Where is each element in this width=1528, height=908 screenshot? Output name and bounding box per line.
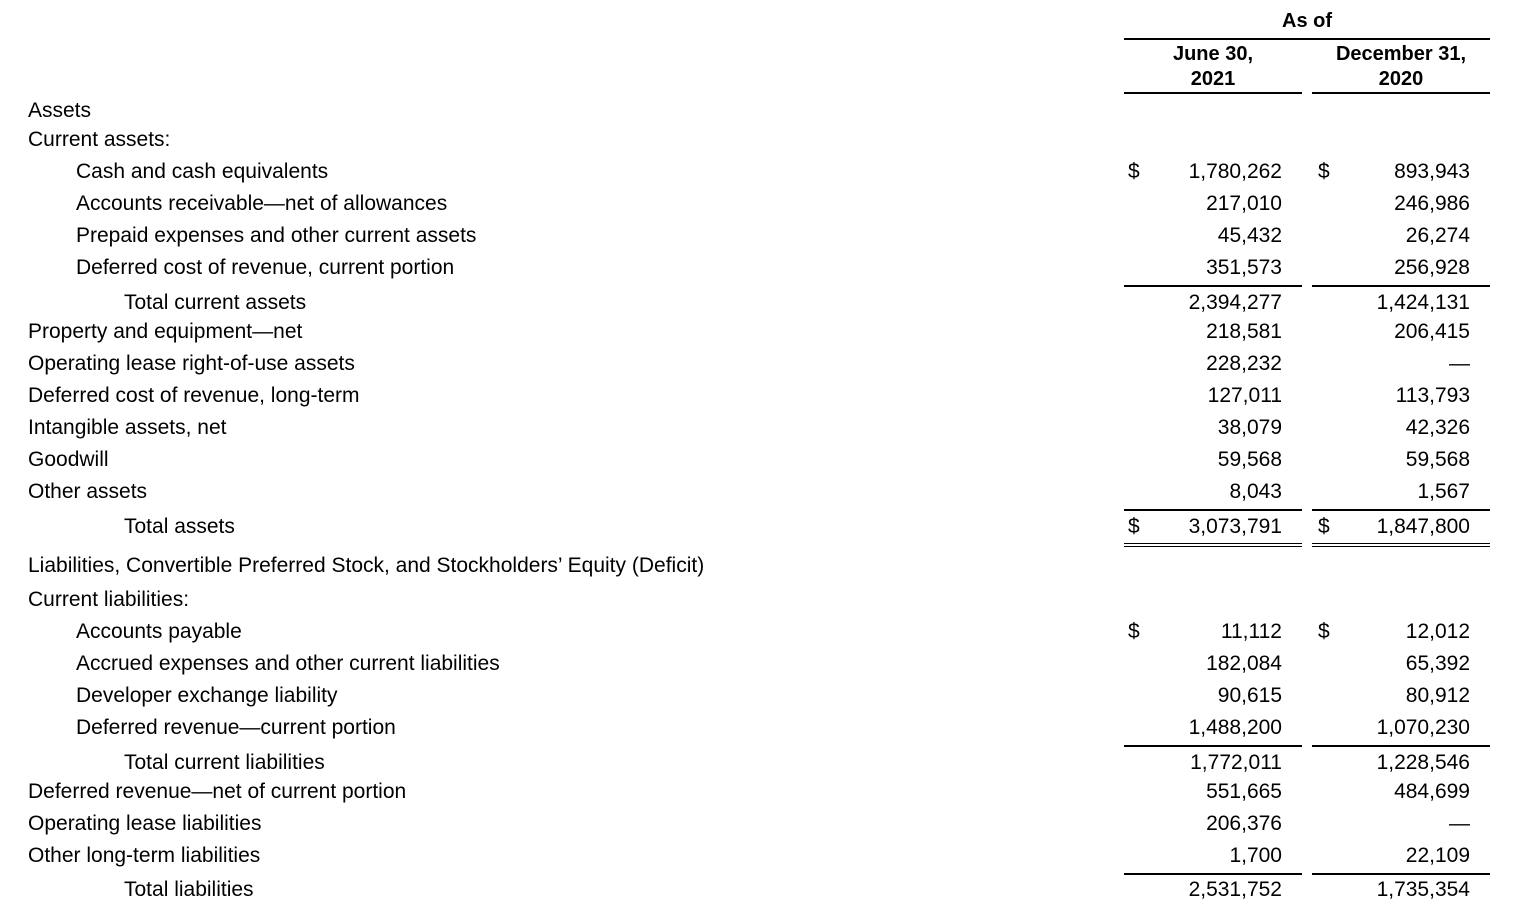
table-row-intangible-assets-net <box>0 413 1528 443</box>
rule-segment-col2 <box>1312 745 1490 747</box>
table-row-assets <box>0 96 1528 126</box>
row-label: Total current assets <box>124 291 307 314</box>
value-december-2020: 113,793 <box>1395 384 1470 407</box>
value-december-2020: 1,735,354 <box>1376 878 1470 901</box>
value-june-2021: 1,772,011 <box>1190 751 1282 774</box>
row-label: Goodwill <box>28 448 109 471</box>
table-row-total-assets <box>0 512 1528 542</box>
header-col1-line1: June 30, <box>1172 43 1254 65</box>
table-row-total-liabilities <box>0 875 1528 905</box>
rule-segment-col2 <box>1312 509 1490 511</box>
value-december-2020: 1,424,131 <box>1376 291 1470 314</box>
table-row-deferred-revenue-current-portion <box>0 713 1528 743</box>
value-december-2020: — <box>1449 812 1470 835</box>
value-december-2020: — <box>1449 352 1470 375</box>
table-row-operating-lease-right-of-use-assets <box>0 349 1528 379</box>
row-label: Other assets <box>28 480 148 503</box>
row-label: Deferred revenue—net of current portion <box>28 780 407 803</box>
header-col2-line1: December 31, <box>1335 43 1467 65</box>
table-row-prepaid-expenses-and-other-current-assets <box>0 221 1528 251</box>
value-june-2021: 228,232 <box>1206 352 1282 375</box>
currency-symbol-col1: $ <box>1128 515 1140 538</box>
value-june-2021: 351,573 <box>1206 256 1282 279</box>
row-label: Operating lease liabilities <box>28 812 262 835</box>
value-june-2021: 2,531,752 <box>1188 878 1282 901</box>
table-row-other-long-term-liabilities <box>0 841 1528 871</box>
table-row-accrued-expenses-and-other-current-liabilities <box>0 649 1528 679</box>
value-june-2021: 218,581 <box>1206 320 1282 343</box>
row-label: Total liabilities <box>124 878 254 901</box>
value-december-2020: 12,012 <box>1405 620 1470 643</box>
rule-segment-col1 <box>1124 873 1302 875</box>
value-june-2021: 217,010 <box>1206 192 1282 215</box>
value-december-2020: 206,415 <box>1394 320 1470 343</box>
table-row-other-assets <box>0 477 1528 507</box>
row-label: Deferred cost of revenue, long-term <box>28 384 360 407</box>
table-row-cash-and-cash-equivalents <box>0 157 1528 187</box>
value-december-2020: 80,912 <box>1405 684 1470 707</box>
value-june-2021: 1,488,200 <box>1188 716 1282 739</box>
table-row-current-liabilities <box>0 585 1528 615</box>
table-row-operating-lease-liabilities <box>0 809 1528 839</box>
header-col1-underline <box>1124 92 1302 94</box>
value-june-2021: 551,665 <box>1206 780 1282 803</box>
row-label: Other long-term liabilities <box>28 844 261 867</box>
rule-segment-col2 <box>1312 285 1490 287</box>
table-row-current-assets <box>0 125 1528 155</box>
row-label: Accounts receivable—net of allowances <box>76 192 448 215</box>
value-december-2020: 65,392 <box>1405 652 1470 675</box>
value-june-2021: 38,079 <box>1217 416 1282 439</box>
value-june-2021: 11,112 <box>1220 620 1282 643</box>
rule-segment-col1 <box>1124 543 1302 547</box>
rule-segment-col2 <box>1312 873 1490 875</box>
value-june-2021: 206,376 <box>1206 812 1282 835</box>
table-row-developer-exchange-liability <box>0 681 1528 711</box>
value-june-2021: 3,073,791 <box>1188 515 1282 538</box>
value-december-2020: 1,847,800 <box>1376 515 1470 538</box>
table-row-deferred-revenue-net-of-current-portion <box>0 777 1528 807</box>
header-col2-line2: 2020 <box>1378 68 1424 90</box>
row-label: Operating lease right-of-use assets <box>28 352 355 375</box>
currency-symbol-col1: $ <box>1128 620 1140 643</box>
table-row-goodwill <box>0 445 1528 475</box>
row-label: Deferred cost of revenue, current portion <box>76 256 455 279</box>
table-row-deferred-cost-of-revenue-long-term <box>0 381 1528 411</box>
value-june-2021: 45,432 <box>1217 224 1282 247</box>
value-december-2020: 1,070,230 <box>1376 716 1470 739</box>
row-label: Intangible assets, net <box>28 416 227 439</box>
row-label: Total assets <box>124 515 235 538</box>
header-col-june-2021 <box>1124 42 1302 92</box>
value-december-2020: 484,699 <box>1394 780 1470 803</box>
header-col-december-2020 <box>1312 42 1490 92</box>
value-december-2020: 893,943 <box>1394 160 1470 183</box>
value-december-2020: 26,274 <box>1405 224 1470 247</box>
rule-segment-col2 <box>1312 543 1490 547</box>
value-june-2021: 1,780,262 <box>1188 160 1282 183</box>
value-december-2020: 42,326 <box>1405 416 1470 439</box>
header-col1-line2: 2021 <box>1190 68 1236 90</box>
row-label: Total current liabilities <box>124 751 325 774</box>
value-december-2020: 59,568 <box>1405 448 1470 471</box>
header-as-of-underline <box>1124 38 1490 40</box>
value-december-2020: 1,567 <box>1417 480 1470 503</box>
table-row-accounts-receivable-net-of-allowances <box>0 189 1528 219</box>
value-december-2020: 256,928 <box>1394 256 1470 279</box>
table-row-total-current-assets <box>0 288 1528 318</box>
header-col2-underline <box>1312 92 1490 94</box>
row-label: Deferred revenue—current portion <box>76 716 396 739</box>
rule-segment-col1 <box>1124 285 1302 287</box>
value-june-2021: 182,084 <box>1206 652 1282 675</box>
value-june-2021: 90,615 <box>1217 684 1282 707</box>
currency-symbol-col2: $ <box>1318 620 1330 643</box>
row-label: Current assets: <box>28 128 171 151</box>
value-june-2021: 8,043 <box>1229 480 1282 503</box>
row-label: Accounts payable <box>76 620 242 643</box>
row-label: Current liabilities: <box>28 588 190 611</box>
currency-symbol-col2: $ <box>1318 515 1330 538</box>
value-december-2020: 1,228,546 <box>1376 751 1470 774</box>
table-row-property-and-equipment-net <box>0 317 1528 347</box>
currency-symbol-col1: $ <box>1128 160 1140 183</box>
value-june-2021: 59,568 <box>1217 448 1282 471</box>
value-june-2021: 127,011 <box>1207 384 1282 407</box>
row-label: Liabilities, Convertible Preferred Stock, and Stockholders’ Equity (Deficit) <box>28 554 705 577</box>
row-label: Property and equipment—net <box>28 320 303 343</box>
row-label: Cash and cash equivalents <box>76 160 329 183</box>
currency-symbol-col2: $ <box>1318 160 1330 183</box>
value-december-2020: 246,986 <box>1394 192 1470 215</box>
row-label: Assets <box>28 99 92 122</box>
value-december-2020: 22,109 <box>1405 844 1470 867</box>
table-row-accounts-payable <box>0 617 1528 647</box>
header-as-of: As of <box>1282 10 1332 32</box>
table-row-deferred-cost-of-revenue-current-portion <box>0 253 1528 283</box>
row-label: Accrued expenses and other current liabilities <box>76 652 500 675</box>
rule-segment-col1 <box>1124 745 1302 747</box>
rule-segment-col1 <box>1124 509 1302 511</box>
table-row-liabilities-convertible-preferred-stock-and-stockholders-equity-deficit <box>0 551 1528 581</box>
value-june-2021: 2,394,277 <box>1188 291 1282 314</box>
table-row-total-current-liabilities <box>0 748 1528 778</box>
value-june-2021: 1,700 <box>1229 844 1282 867</box>
row-label: Prepaid expenses and other current assets <box>76 224 477 247</box>
row-label: Developer exchange liability <box>76 684 338 707</box>
